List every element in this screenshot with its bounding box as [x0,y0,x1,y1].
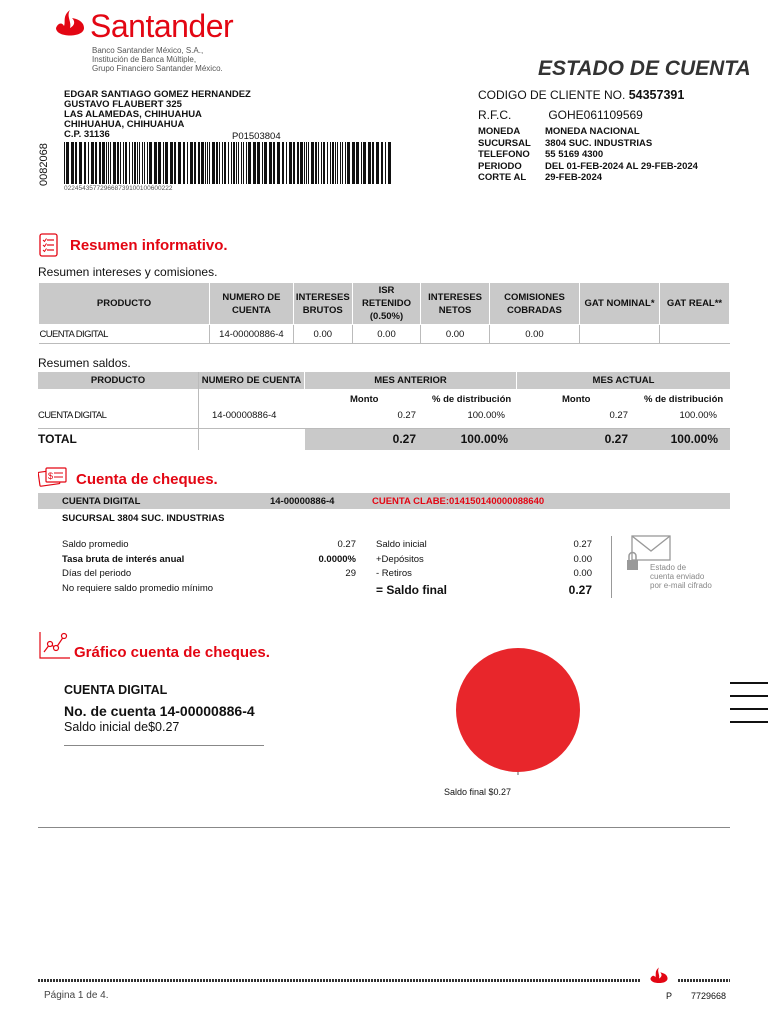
barcode-bar [308,142,309,184]
email-note-line: por e-mail cifrado [650,581,712,590]
barcode-bar [257,142,260,184]
total-monto-act: 0.27 [604,432,628,446]
barcode-bar [183,142,185,184]
client-code-line [478,88,684,102]
barcode-bar [123,142,124,184]
cheques-product: CUENTA DIGITAL [62,496,141,507]
bank-line: Institución de Banca Múltiple, [92,55,197,64]
address-line: LAS ALAMEDAS, CHIHUAHUA [64,109,202,120]
section-title: Cuenta de cheques. [76,471,218,488]
barcode-bar [187,142,188,184]
barcode-bar [297,142,299,184]
barcode-bar [201,142,204,184]
barcode-bar [144,142,145,184]
cell: 0.00 [421,325,490,344]
barcode-bar [306,142,307,184]
saldos-header-anterior: MES ANTERIOR [374,375,447,386]
chart-icon [38,630,72,660]
saldos-row-cuenta: 14-00000886-4 [212,410,277,421]
cheques-right-row [376,538,592,553]
barcode-bar [154,142,157,184]
info-row [478,138,698,150]
email-note-line: cuenta enviado [650,572,705,581]
email-note-line: Estado de [650,563,687,572]
grafico-product: CUENTA DIGITAL [64,683,168,697]
subheader-distribucion: % de distribución [432,394,512,405]
grafico-saldo: Saldo inicial de$0.27 [64,720,180,734]
cell: 14-00000886-4 [210,325,294,344]
barcode-bar [323,142,325,184]
divider [38,827,730,828]
cell [580,325,660,344]
barcode-bar [137,142,138,184]
barcode-bar [222,142,223,184]
barcode-bar [352,142,355,184]
bank-line: Banco Santander México, S.A., [92,46,204,55]
mark-line [730,695,768,697]
info-row [478,149,698,161]
barcode-bar [158,142,161,184]
barcode-bar [315,142,317,184]
barcode-bar [75,142,77,184]
cheques-sucursal: SUCURSAL 3804 SUC. INDUSTRIAS [62,513,225,524]
brand-name: Santander [90,8,234,44]
barcode-bar [269,142,272,184]
saldos-header-cuenta: NUMERO DE CUENTA [201,375,302,386]
barcode-bar [243,142,244,184]
subheader-distribucion: % de distribución [644,394,724,405]
cell: 0.00 [489,325,579,344]
grafico-account: No. de cuenta 14-00000886-4 [64,703,255,719]
barcode-bar [356,142,359,184]
cheques-right-row [376,567,592,582]
barcode-bar [293,142,295,184]
barcode-bar [120,142,121,184]
left-label: Tasa bruta de interés anual [62,553,185,565]
barcode-bar [318,142,319,184]
barcode-bar [289,142,292,184]
side-code: 0082068 [38,143,50,186]
info-value: 3804 SUC. INDUSTRIAS [545,137,653,149]
saldos-header-producto: PRODUCTO [90,375,146,386]
barcode-bar [224,142,226,184]
left-label: Saldo promedio [62,539,129,550]
left-label: Días del periodo [62,568,132,579]
barcode-bar [88,142,89,184]
barcode-bar [361,142,362,184]
info-value: 29-FEB-2024 [545,172,603,183]
info-row [478,161,698,173]
barcode-bar [71,142,74,184]
flame-icon [648,966,670,986]
barcode-bar [106,142,107,184]
barcode-bar [345,142,346,184]
flame-icon [52,8,88,40]
info-label: PERIODO [478,160,522,172]
barcode-bar [340,142,341,184]
col-header: INTERESES BRUTOS [293,283,352,325]
barcode-bar [327,142,328,184]
saldos-subtitle: Resumen saldos. [38,356,131,370]
col-header: GAT NOMINAL* [580,283,660,325]
client-name: EDGAR SANTIAGO GOMEZ HERNANDEZ [64,89,251,100]
intereses-table [38,282,730,344]
barcode-bar [376,142,379,184]
total-dist-act: 100.00% [670,432,718,446]
rfc-label: R.F.C. [478,108,512,122]
cell: 0.00 [352,325,420,344]
barcode-bar [79,142,82,184]
info-label: TELEFONO [478,149,530,160]
divider [64,745,264,746]
cell [660,325,730,344]
subheader-monto: Monto [562,394,591,405]
subheader-monto: Monto [350,394,379,405]
barcode-bar [236,142,237,184]
bank-line: Grupo Financiero Santander México. [92,64,223,73]
barcode-bar [207,142,208,184]
barcode-bar [149,142,152,184]
barcode-bar [174,142,176,184]
barcode-bar [66,142,69,184]
barcode-bar [286,142,287,184]
pie-chart [453,645,583,775]
footer-rule [38,979,640,982]
table-row [39,325,730,344]
cheques-left-row [62,582,356,597]
info-label: CORTE AL [478,172,527,183]
barcode-bar [139,142,140,184]
barcode-bar [108,142,109,184]
bank-legal-lines [92,46,223,73]
barcode-bar [134,142,136,184]
barcode-bar [264,142,267,184]
barcode-bar [99,142,101,184]
email-note [650,563,712,590]
mark-line [730,708,768,710]
right-label: - Retiros [376,568,412,579]
barcode-bar [190,142,193,184]
barcode-bar [64,142,65,184]
barcode-bar [228,142,229,184]
barcode-bar [233,142,235,184]
table-header-row [39,283,730,325]
section-title: Gráfico cuenta de cheques. [74,644,270,661]
address-line: GUSTAVO FLAUBERT 325 [64,99,182,110]
cell: 0.00 [293,325,352,344]
barcode-bar [132,142,133,184]
cheques-left-block [62,538,356,596]
barcode-bar [142,142,143,184]
client-code-value: 54357391 [628,88,685,102]
barcode-bar [219,142,220,184]
right-label: +Depósitos [376,553,424,565]
barcode-bar [330,142,331,184]
barcode-bar [110,142,111,184]
svg-text:$: $ [48,471,54,481]
col-header: ISR RETENIDO (0.50%) [352,283,420,325]
barcode-bar [277,142,280,184]
right-value: 0.00 [573,568,592,579]
barcode-bar [163,142,164,184]
info-row [478,172,698,184]
barcode-bar [212,142,215,184]
col-header: PRODUCTO [39,283,210,325]
info-value: 55 5169 4300 [545,149,604,160]
doc-title: ESTADO DE CUENTA [538,57,751,80]
barcode-bar [205,142,206,184]
barcode-bar [332,142,334,184]
saldos-row-dist-ant: 100.00% [467,410,505,421]
col-header: NUMERO DE CUENTA [210,283,294,325]
total-label: TOTAL [38,432,77,446]
info-label: MONEDA [478,126,521,137]
barcode-bar [170,142,173,184]
section-title: Resumen informativo. [70,237,228,254]
barcode-bar [165,142,168,184]
cheques-left-row [62,553,356,568]
account-info-table [478,126,698,184]
barcode-bar [311,142,314,184]
col-header: GAT REAL** [660,283,730,325]
cheques-left-row [62,538,356,553]
left-value: 0.27 [337,539,356,550]
info-value: MONEDA NACIONAL [545,126,640,137]
barcode-bar [335,142,336,184]
barcode-bar [372,142,374,184]
right-value: 0.27 [568,582,592,597]
cheques-left-row [62,567,356,582]
barcode-digits: 022454357729668739100100600222 [64,185,173,192]
saldos-header-actual: MES ACTUAL [592,375,655,386]
footer-code: 7729668 [691,991,727,1001]
barcode-bar [238,142,239,184]
saldos-row-producto: CUENTA DIGITAL [38,410,107,421]
info-row [478,126,698,138]
barcode-bar [388,142,391,184]
barcode-bar [209,142,210,184]
right-value: 0.00 [573,553,592,565]
barcode-bar [273,142,275,184]
barcode-bar [102,142,105,184]
resumen-subtitle: Resumen intereses y comisiones. [38,265,218,279]
rfc-value: GOHE061109569 [548,108,643,122]
col-header: INTERESES NETOS [421,283,490,325]
client-block [64,90,251,140]
barcode-bar [262,142,263,184]
footer-rule-right [678,979,730,982]
checklist-icon [38,232,60,258]
barcode-bar [125,142,127,184]
client-code-p: P01503804 [232,131,281,142]
cheques-right-row [376,583,592,598]
barcode-bar [84,142,86,184]
barcode-bar [385,142,386,184]
barcode-bar [147,142,148,184]
barcode-bar [91,142,94,184]
right-label: Saldo inicial [376,539,427,550]
address-line: C.P. 31136 [64,129,110,140]
saldos-row-dist-act: 100.00% [679,410,717,421]
mark-line [730,721,768,723]
right-value: 0.27 [573,539,592,550]
footer-p: P [666,991,673,1001]
barcode-bar [282,142,284,184]
saldos-row-monto-act: 0.27 [609,410,628,421]
barcode-bar [129,142,130,184]
check-document-icon [38,466,70,488]
total-dist-ant: 100.00% [460,432,508,446]
left-value: 29 [345,568,356,579]
barcode-bar [246,142,247,184]
barcode-bar [241,142,242,184]
divider [611,536,612,598]
barcode-bar [95,142,97,184]
left-value: 0.0000% [318,553,356,565]
mark-line [730,682,768,684]
barcode-bar [337,142,338,184]
side-marks [730,682,768,723]
right-label: = Saldo final [376,582,448,597]
rfc-line [478,108,718,122]
santander-logo [52,8,252,44]
barcode-bar [216,142,218,184]
info-label: SUCURSAL [478,137,531,149]
barcode-bar [248,142,251,184]
barcode-bar [347,142,350,184]
pie-label: Saldo final $0.27 [444,787,512,797]
barcode-bar [381,142,383,184]
barcode-bar [231,142,232,184]
barcode-bar [113,142,116,184]
barcode-bar [253,142,256,184]
barcode-bar [300,142,303,184]
page-number: Página 1 de 4. [44,990,109,1001]
total-monto-ant: 0.27 [392,432,416,446]
barcode-bar [117,142,119,184]
col-header: COMISIONES COBRADAS [489,283,579,325]
barcode-bar [368,142,371,184]
barcode [64,142,394,184]
client-code-label: CODIGO DE CLIENTE NO. [478,88,626,102]
cell: CUENTA DIGITAL [39,325,210,344]
saldos-row-monto-ant: 0.27 [397,410,416,421]
address-line: CHIHUAHUA, CHIHUAHUA [64,119,185,130]
pie-slice [456,648,580,772]
barcode-bar [304,142,305,184]
cheques-clabe: CUENTA CLABE:014150140000088640 [372,496,545,507]
barcode-bar [198,142,200,184]
info-value: DEL 01-FEB-2024 AL 29-FEB-2024 [545,160,698,172]
cheques-right-block [376,538,592,597]
barcode-bar [363,142,366,184]
cheques-account: 14-00000886-4 [270,496,335,507]
barcode-bar [321,142,322,184]
cheques-right-row [376,553,592,568]
barcode-bar [178,142,181,184]
left-label: No requiere saldo promedio mínimo [62,582,214,594]
barcode-bar [342,142,343,184]
barcode-bar [194,142,196,184]
